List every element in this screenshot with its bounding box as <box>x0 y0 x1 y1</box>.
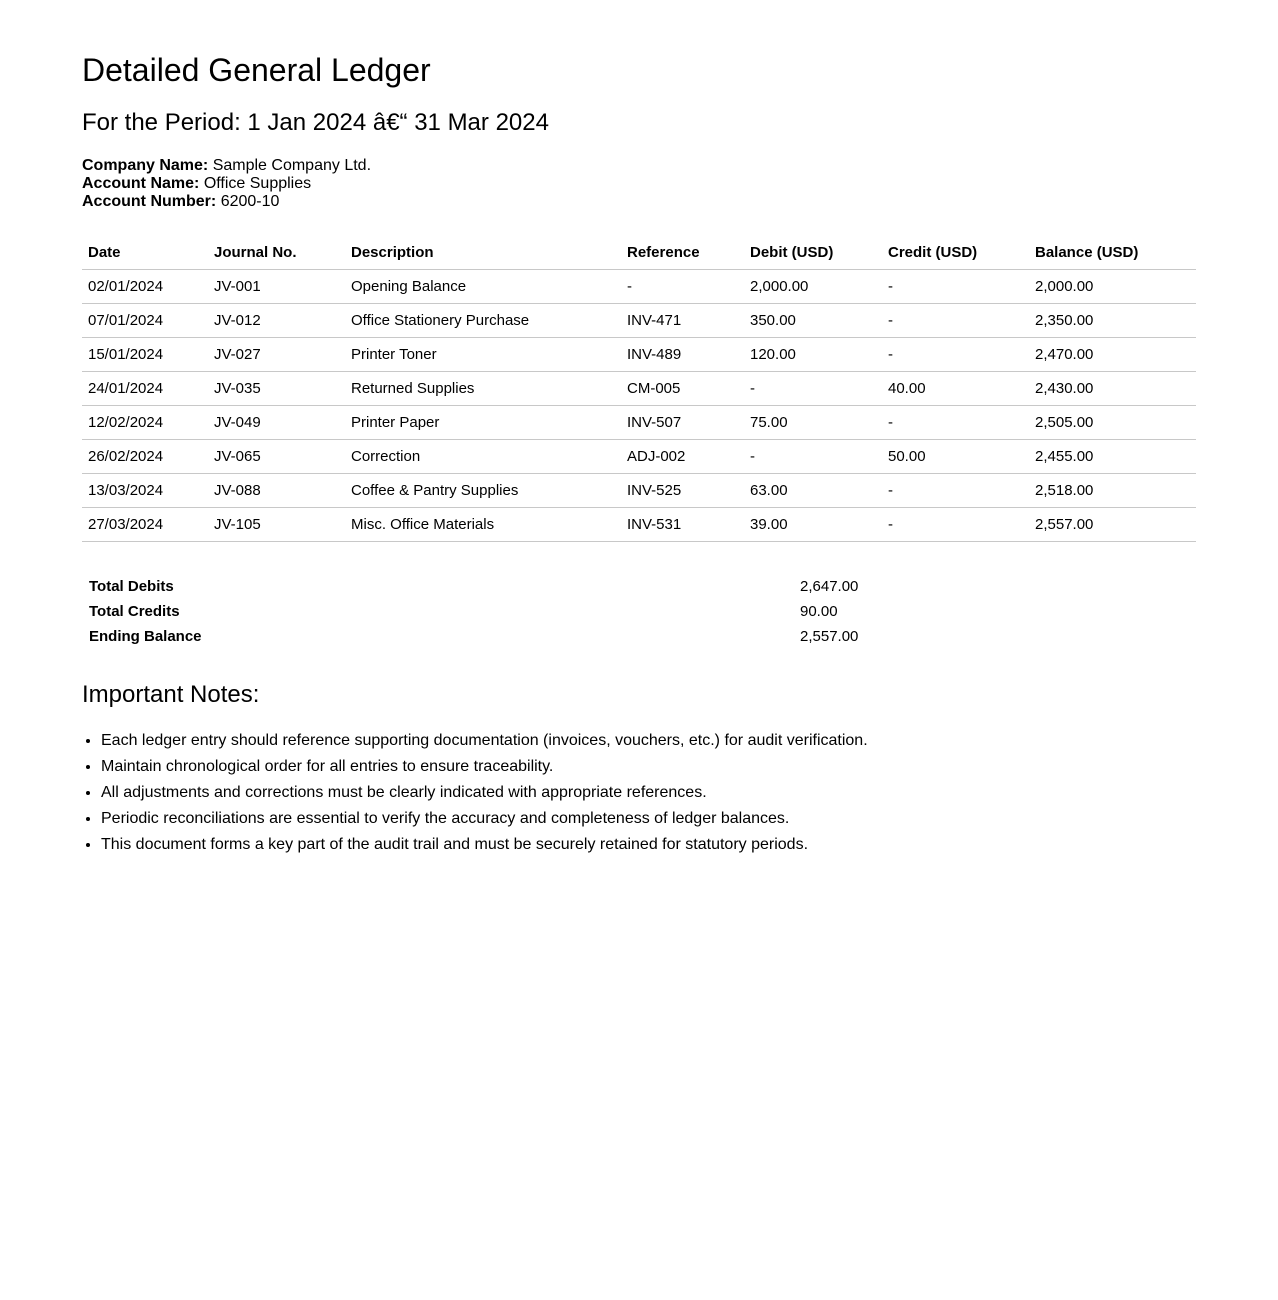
cell-credit: - <box>882 270 1029 304</box>
cell-debit: 75.00 <box>744 406 882 440</box>
account-number-line <box>82 193 371 211</box>
cell-date: 24/01/2024 <box>82 372 208 406</box>
cell-balance: 2,518.00 <box>1029 474 1196 508</box>
cell-date: 07/01/2024 <box>82 304 208 338</box>
account-info <box>82 157 371 211</box>
cell-reference: INV-471 <box>621 304 744 338</box>
list-item: • Periodic reconciliations are essential to verify the accuracy and completeness of ledger balances. <box>101 806 868 832</box>
cell-description: Misc. Office Materials <box>345 508 621 542</box>
cell-description: Office Stationery Purchase <box>345 304 621 338</box>
column-header-balance: Balance (USD) <box>1029 235 1196 270</box>
cell-reference: - <box>621 270 744 304</box>
total-credits-label: Total Credits <box>89 603 180 620</box>
cell-journal: JV-012 <box>208 304 345 338</box>
cell-date: 27/03/2024 <box>82 508 208 542</box>
cell-debit: 63.00 <box>744 474 882 508</box>
cell-journal: JV-049 <box>208 406 345 440</box>
table-row <box>82 372 1196 406</box>
cell-journal: JV-035 <box>208 372 345 406</box>
cell-journal: JV-105 <box>208 508 345 542</box>
cell-debit: 350.00 <box>744 304 882 338</box>
account-number-value: 6200-10 <box>220 193 280 210</box>
column-header-reference: Reference <box>621 235 744 270</box>
total-debits-row <box>82 574 882 599</box>
company-label: Company Name: <box>82 157 209 174</box>
cell-balance: 2,470.00 <box>1029 338 1196 372</box>
cell-debit: - <box>744 372 882 406</box>
cell-description: Printer Paper <box>345 406 621 440</box>
cell-balance: 2,350.00 <box>1029 304 1196 338</box>
table-row <box>82 508 1196 542</box>
cell-description: Opening Balance <box>345 270 621 304</box>
cell-journal: JV-027 <box>208 338 345 372</box>
cell-description: Printer Toner <box>345 338 621 372</box>
table-row <box>82 440 1196 474</box>
cell-credit: - <box>882 338 1029 372</box>
cell-debit: 2,000.00 <box>744 270 882 304</box>
cell-reference: INV-507 <box>621 406 744 440</box>
ledger-table <box>82 235 1196 542</box>
account-name-value: Office Supplies <box>203 175 312 192</box>
cell-debit: - <box>744 440 882 474</box>
cell-description: Correction <box>345 440 621 474</box>
list-item: • Maintain chronological order for all entries to ensure traceability. <box>101 754 868 780</box>
cell-debit: 120.00 <box>744 338 882 372</box>
company-line <box>82 157 371 175</box>
total-debits-value: 2,647.00 <box>800 578 859 595</box>
cell-credit: - <box>882 304 1029 338</box>
column-header-journal: Journal No. <box>208 235 345 270</box>
list-item: • This document forms a key part of the audit trail and must be securely retained for statutory periods. <box>101 832 868 858</box>
cell-date: 26/02/2024 <box>82 440 208 474</box>
total-debits-label: Total Debits <box>89 578 174 595</box>
table-row <box>82 474 1196 508</box>
ending-balance-row <box>82 624 882 649</box>
cell-date: 02/01/2024 <box>82 270 208 304</box>
cell-debit: 39.00 <box>744 508 882 542</box>
table-row <box>82 338 1196 372</box>
account-number-label: Account Number: <box>82 193 217 210</box>
cell-journal: JV-088 <box>208 474 345 508</box>
cell-balance: 2,455.00 <box>1029 440 1196 474</box>
total-credits-row <box>82 599 882 624</box>
total-credits-value: 90.00 <box>800 603 838 620</box>
cell-reference: CM-005 <box>621 372 744 406</box>
cell-balance: 2,505.00 <box>1029 406 1196 440</box>
column-header-date: Date <box>82 235 208 270</box>
cell-date: 15/01/2024 <box>82 338 208 372</box>
account-name-line <box>82 175 371 193</box>
list-item: • All adjustments and corrections must be clearly indicated with appropriate references. <box>101 780 868 806</box>
cell-credit: 50.00 <box>882 440 1029 474</box>
cell-reference: INV-489 <box>621 338 744 372</box>
table-row <box>82 406 1196 440</box>
list-item: • Each ledger entry should reference supporting documentation (invoices, vouchers, etc.) for audit verification. <box>101 728 868 754</box>
cell-journal: JV-065 <box>208 440 345 474</box>
cell-reference: INV-525 <box>621 474 744 508</box>
cell-reference: ADJ-002 <box>621 440 744 474</box>
page-title: Detailed General Ledger <box>82 52 431 88</box>
cell-date: 13/03/2024 <box>82 474 208 508</box>
column-header-debit: Debit (USD) <box>744 235 882 270</box>
table-row <box>82 304 1196 338</box>
cell-reference: INV-531 <box>621 508 744 542</box>
notes-list <box>82 728 868 858</box>
ledger-header-row <box>82 235 1196 270</box>
ending-balance-value: 2,557.00 <box>800 628 859 645</box>
period-subtitle: For the Period: 1 Jan 2024 â€“ 31 Mar 2024 <box>82 109 549 136</box>
totals-summary <box>82 574 882 649</box>
cell-date: 12/02/2024 <box>82 406 208 440</box>
company-value: Sample Company Ltd. <box>212 157 372 174</box>
notes-heading: Important Notes: <box>82 681 260 708</box>
cell-balance: 2,430.00 <box>1029 372 1196 406</box>
cell-description: Returned Supplies <box>345 372 621 406</box>
cell-balance: 2,557.00 <box>1029 508 1196 542</box>
column-header-description: Description <box>345 235 621 270</box>
account-name-label: Account Name: <box>82 175 200 192</box>
cell-credit: 40.00 <box>882 372 1029 406</box>
cell-credit: - <box>882 406 1029 440</box>
column-header-credit: Credit (USD) <box>882 235 1029 270</box>
cell-journal: JV-001 <box>208 270 345 304</box>
cell-description: Coffee & Pantry Supplies <box>345 474 621 508</box>
cell-credit: - <box>882 474 1029 508</box>
ending-balance-label: Ending Balance <box>89 628 202 645</box>
table-row <box>82 270 1196 304</box>
cell-credit: - <box>882 508 1029 542</box>
cell-balance: 2,000.00 <box>1029 270 1196 304</box>
